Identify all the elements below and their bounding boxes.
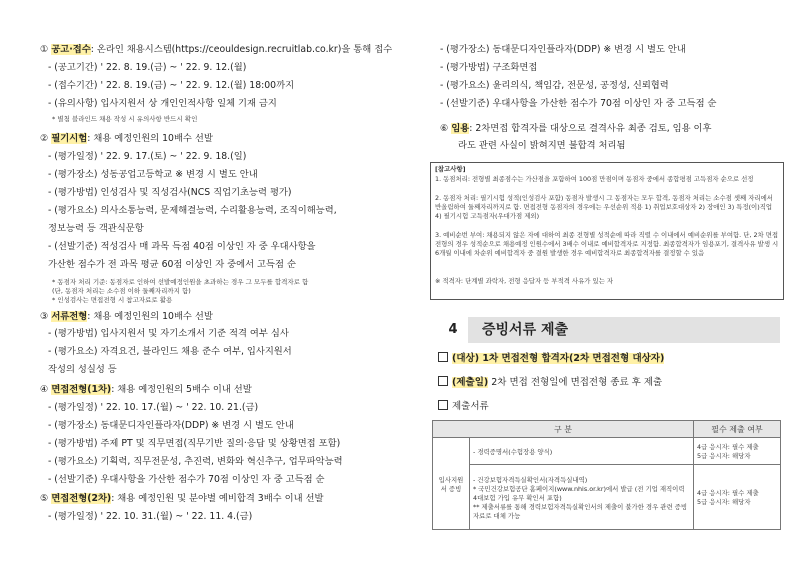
reference-title: [참고사항] bbox=[435, 165, 466, 173]
s1-heading: 공고·접수 bbox=[51, 44, 91, 55]
s5-heading: 면접전형(2차) bbox=[51, 493, 112, 504]
sub-docs bbox=[438, 400, 489, 413]
s4-item: - (선발기준) 우대사항을 가산한 점수가 70점 이상인 자 중 고득점 순 bbox=[48, 474, 325, 485]
checkbox-icon bbox=[438, 376, 448, 386]
s2-heading: 필기시험 bbox=[51, 133, 88, 144]
s3-number: ③ bbox=[40, 311, 49, 322]
s2-note: (단, 동점자 처리는 소수점 이하 둘째자리까지 함) bbox=[52, 287, 191, 295]
s3-title bbox=[40, 311, 213, 323]
s4-item: - (평가일정) ' 22. 10. 17.(월) ~ ' 22. 10. 21.(금) bbox=[48, 402, 259, 413]
section-4-header bbox=[438, 317, 780, 343]
s2-item: 가산한 점수가 전 과목 평균 60점 이상인 자 중에서 고득점 순 bbox=[48, 259, 296, 270]
s2-note: * 인성검사는 면접전형 시 참고자료로 활용 bbox=[52, 296, 173, 304]
s2-number: ② bbox=[40, 133, 49, 144]
s5-title bbox=[40, 493, 324, 505]
reference-box bbox=[430, 162, 784, 300]
sub-target-text: (대상) 1차 면접전형 합격자(2차 면접전형 대상자) bbox=[452, 353, 665, 364]
table-row bbox=[433, 465, 781, 530]
reference-item: 1. 동점처리: 전형별 최종점수는 가산점을 포함하여 100점 만점이며 동점자 중에서 종합평점 고득점자 순으로 선정 bbox=[435, 175, 754, 183]
sub-target bbox=[438, 352, 664, 365]
s1-item: - (공고기간) ' 22. 8. 19.(금) ~ ' 22. 9. 12.(월) bbox=[48, 62, 247, 73]
sub-date-text: 2차 면접 전형일에 면접전형 종료 후 제출 bbox=[488, 377, 663, 388]
s2-item: - (평가방법) 인성검사 및 직성검사(NCS 직업기초능력 평가) bbox=[48, 187, 292, 198]
s1-item: - (접수기간) ' 22. 8. 19.(금) ~ ' 22. 9. 12.(월) 18:00까지 bbox=[48, 80, 295, 91]
s5-item: - (선발기준) 우대사항을 가산한 점수가 70점 이상인 자 중 고득점 순 bbox=[440, 98, 717, 109]
s2-heading-rest: : 채용 예정인원의 10배수 선발 bbox=[87, 133, 213, 144]
s4-item: - (평가장소) 동대문디자인플라자(DDP) ※ 변경 시 별도 안내 bbox=[48, 420, 294, 431]
reference-item: 3. 예비순번 부여: 채용되지 않은 자에 대하여 최종 전형별 성적순에 따라 직렬 수 이내에서 예비순위를 부여함. 단, 2차 면접전형의 경우 성적순으로 채용예정 인원수에서 3배수 이내로 예비합격자로 지정함. 최종합격자가 임용포기, 결격사유 발생 시 6개월 이내에 차순위 예비합격자 중 결원 발생한 경우 예비합격자로 최종합격자를 결정할 수 있음 bbox=[435, 231, 779, 257]
s5-number: ⑤ bbox=[40, 493, 49, 504]
s6-heading-rest: : 2차면접 합격자를 대상으로 결격사유 최종 검토, 임용 이후 bbox=[469, 123, 712, 134]
s5-item: - (평가장소) 동대문디자인플라자(DDP) ※ 변경 시 별도 안내 bbox=[440, 44, 686, 55]
s1-heading-rest: : 온라인 채용시스템(https://ceouldesign.recruitlab.co.kr)을 통해 접수 bbox=[90, 44, 393, 55]
s4-heading: 면접전형(1차) bbox=[51, 384, 112, 395]
s5-item: - (평가요소) 윤리의식, 책임감, 전문성, 공정성, 신뢰협력 bbox=[440, 80, 669, 91]
s1-title bbox=[40, 44, 392, 56]
table-cell: - 경력증명서(수험장용 양식) bbox=[470, 438, 694, 465]
s5-heading-rest: : 채용 예정인원 및 분야별 예비합격 3배수 이내 선발 bbox=[111, 493, 324, 504]
table-header: 필수 제출 여부 bbox=[694, 421, 781, 438]
reference-item: ※ 적격자: 단계별 과락자, 전형 응답자 등 부적격 사유가 있는 자 bbox=[435, 277, 614, 285]
row-label: 입사지원서 증빙 bbox=[433, 438, 470, 530]
checkbox-icon bbox=[438, 400, 448, 410]
s4-heading-rest: : 채용 예정인원의 5배수 이내 선발 bbox=[111, 384, 252, 395]
reference-item: 2. 동점자 처리: 필기시험 성적(인성검사 포함) 동점자 발생시 그 동점자는 모두 합격, 동점자 처리는 소수점 셋째 자리에서 반올림하여 둘째자리까지로 함. 면접전형 동점자의 경우에는 우선순위 적용 1) 취업보호대상자 2) 장애인 3) 특정(이)직업 4) 필기시험 고득점자(우대가점 제외) bbox=[435, 194, 773, 220]
section-4-number: 4 bbox=[438, 317, 470, 343]
s3-heading-rest: : 채용 예정인원의 10배수 선발 bbox=[87, 311, 213, 322]
s2-item: 정보능력 등 객관식문항 bbox=[48, 223, 144, 234]
s6-title bbox=[440, 123, 711, 135]
s2-item: - (선발기준) 적성검사 매 과목 득점 40점 이상인 자 중 우대사항을 bbox=[48, 241, 316, 252]
s2-item: - (평가일정) ' 22. 9. 17.(토) ~ ' 22. 9. 18.(일) bbox=[48, 151, 247, 162]
s4-item: - (평가방법) 주제 PT 및 직무면접(직무기반 질의·응답 및 상황면접 포함) bbox=[48, 438, 341, 449]
table-header: 구 분 bbox=[433, 421, 694, 438]
table-header-row bbox=[433, 421, 781, 438]
table-cell: 4급 응시자: 필수 제출 5급 응시자: 해당자 bbox=[694, 465, 781, 530]
s3-item: - (평가요소) 자격요건, 블라인드 채용 준수 여부, 입사지원서 bbox=[48, 346, 292, 357]
s2-note: * 동점자 처리 기준: 동점자로 인하여 선발예정인원을 초과하는 경우 그 모두를 합격자로 함 bbox=[52, 278, 309, 286]
s6-heading: 임용 bbox=[451, 123, 470, 134]
checkbox-icon bbox=[438, 352, 448, 362]
s4-number: ④ bbox=[40, 384, 49, 395]
s5-item: - (평가일정) ' 22. 10. 31.(월) ~ ' 22. 11. 4.(금) bbox=[48, 511, 253, 522]
s1-item: - (유의사항) 입사지원서 상 개인인적사항 일체 기재 금지 bbox=[48, 98, 277, 109]
s2-item: - (평가요소) 의사소통능력, 문제해결능력, 수리활용능력, 조직이해능력, bbox=[48, 205, 337, 216]
s4-item: - (평가요소) 기획력, 직무전문성, 추진력, 변화와 혁신추구, 업무파악능력 bbox=[48, 456, 343, 467]
sub-date-label: (제출일) bbox=[452, 377, 489, 388]
s6-number: ⑥ bbox=[440, 123, 449, 134]
s4-title bbox=[40, 384, 252, 396]
table-cell: 4급 응시자: 필수 제출 5급 응시자: 해당자 bbox=[694, 438, 781, 465]
s3-heading: 서류전형 bbox=[51, 311, 88, 322]
s3-item: - (평가방법) 입사지원서 및 자기소개서 기준 적격 여부 심사 bbox=[48, 328, 289, 339]
table-row bbox=[433, 438, 781, 465]
table-cell: - 건강보험자격득실확인서(자격득실내역) * 국민건강보험공단 홈페이지(www.nhis.or.kr)에서 발급 (전 기업 재직이력 4대보험 가입 유무 확인서 포함) ** 제출서류를 통해 경력보험자격득실확인서의 제출이 불가한 경우 관련 증빙자료로 대체 가능 bbox=[470, 465, 694, 530]
s1-note: * 별첨 블라인드 채용 작성 시 유의사항 반드시 확인 bbox=[52, 115, 198, 123]
sub-docs-text: 제출서류 bbox=[452, 401, 489, 412]
documents-table bbox=[432, 420, 781, 530]
sub-date bbox=[438, 376, 662, 389]
s2-title bbox=[40, 133, 213, 145]
s3-item: 작성의 성실성 등 bbox=[48, 364, 117, 375]
s1-number: ① bbox=[40, 44, 49, 55]
s6-text-cont: 라도 관련 사실이 밝혀지면 불합격 처리됨 bbox=[458, 140, 626, 151]
s5-item: - (평가방법) 구조화면접 bbox=[440, 62, 538, 73]
section-4-title: 증빙서류 제출 bbox=[482, 322, 569, 338]
s2-item: - (평가장소) 성동공업고등학교 ※ 변경 시 별도 안내 bbox=[48, 169, 258, 180]
